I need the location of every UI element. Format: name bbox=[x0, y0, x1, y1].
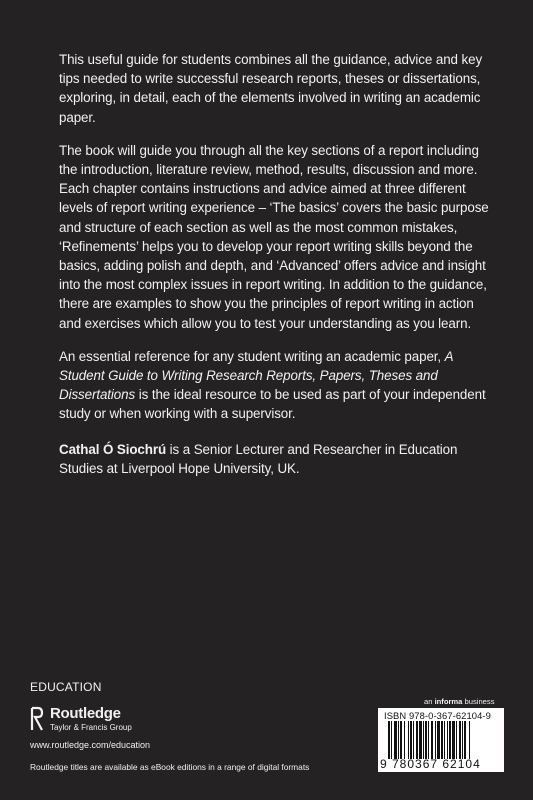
barcode-stripe bbox=[425, 721, 427, 759]
blurb-p3-lead: An essential reference for any student writing an academic paper, bbox=[59, 348, 445, 364]
barcode-stripe bbox=[456, 721, 457, 759]
barcode-stripe bbox=[435, 721, 436, 759]
barcode-stripe bbox=[423, 721, 424, 759]
barcode-stripe bbox=[452, 721, 455, 759]
informa-brand: informa bbox=[434, 697, 463, 706]
barcode-stripe bbox=[413, 721, 414, 759]
barcode-stripe bbox=[404, 721, 405, 759]
barcode-stripe bbox=[447, 721, 448, 759]
blurb-paragraph-3 bbox=[59, 347, 499, 424]
author-name: Cathal Ó Siochrú bbox=[59, 441, 167, 457]
author-bio bbox=[59, 440, 499, 478]
publisher-group: Taylor & Francis Group bbox=[50, 723, 132, 732]
barcode-stripe bbox=[449, 721, 451, 759]
barcode-stripe bbox=[441, 721, 443, 759]
publisher-name: Routledge bbox=[50, 705, 121, 722]
blurb-paragraph-2: The book will guide you through all the key sections of a report including the introduction, literature review, method, results, discussion and more. Each chapter contains instructions and advice aimed at three different levels of report writing experience – ‘The basics’ covers the basic purpose and structure of each section as well as the most common mistakes, ‘Refinements’ helps you to develop your report writing skills beyond the basics, adding polish and depth, and ‘Advanced’ offers advice and insight into the most complex issues in report writing. In addition to the guidance, there are examples to show you the principles of report writing in action and exercises which allow you to test your understanding as you learn. bbox=[59, 142, 489, 331]
barcode-stripe bbox=[462, 721, 463, 759]
publisher-website[interactable]: www.routledge.com/education bbox=[30, 740, 151, 750]
barcode-stripe bbox=[428, 721, 429, 759]
barcode-stripe bbox=[469, 721, 470, 759]
publisher-logo bbox=[30, 706, 230, 734]
barcode-stripe bbox=[416, 721, 418, 759]
barcode-stripe bbox=[400, 721, 402, 759]
barcode-stripe bbox=[398, 721, 399, 759]
barcode-stripe bbox=[464, 721, 466, 759]
isbn-number: ISBN 978-0-367-62104-9 bbox=[384, 710, 491, 721]
barcode-stripe bbox=[391, 721, 392, 759]
barcode-stripe bbox=[408, 721, 409, 759]
subject-category: EDUCATION bbox=[30, 680, 102, 694]
informa-prefix: an bbox=[424, 697, 435, 706]
book-title: A Student Guide to Writing Research Reports, Papers, Theses and Dissertations bbox=[59, 348, 454, 403]
blurb-p3-tail: is the ideal resource to be used as part of your independent study or when working with a supervisor. bbox=[59, 387, 486, 422]
informa-suffix: business bbox=[462, 697, 495, 706]
ebook-note: Routledge titles are available as eBook editions in a range of digital formats bbox=[30, 762, 310, 772]
barcode-stripe bbox=[437, 721, 440, 759]
barcode-stripe bbox=[431, 721, 433, 759]
blurb-paragraph-1: This useful guide for students combines all the guidance, advice and key tips needed to write successful research reports, theses or dissertations, exploring, in detail, each of the elements involved in writing an academic paper. bbox=[59, 52, 483, 125]
barcode-stripe bbox=[394, 721, 397, 759]
barcode-stripe bbox=[410, 721, 412, 759]
barcode-stripe bbox=[388, 721, 390, 759]
barcode-stripe bbox=[459, 721, 461, 759]
barcode-stripe bbox=[419, 721, 422, 759]
informa-business-tag bbox=[424, 697, 495, 706]
barcode-panel bbox=[378, 708, 504, 772]
barcode-stripe bbox=[444, 721, 445, 759]
author-bio-text: is a Senior Lecturer and Researcher in Education Studies at Liverpool Hope University, UK. bbox=[59, 441, 458, 476]
routledge-r-logo-icon bbox=[30, 706, 44, 732]
barcode-icon bbox=[388, 721, 500, 759]
barcode-digits: 9 780367 62104 bbox=[380, 757, 481, 771]
back-cover-blurb bbox=[59, 50, 499, 492]
